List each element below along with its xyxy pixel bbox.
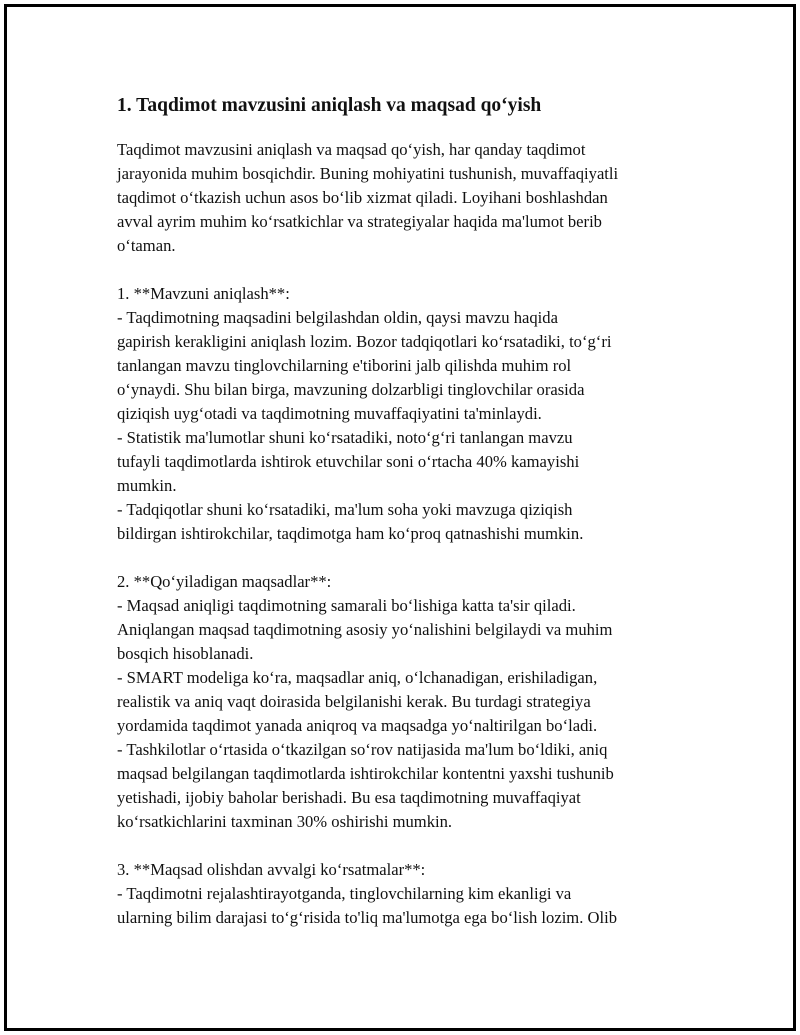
document-title: 1. Taqdimot mavzusini aniqlash va maqsad qo‘yish bbox=[117, 95, 542, 116]
section-2-item: - Maqsad aniqligi taqdimotning samarali bo‘lishiga katta ta'sir qiladi. Aniqlangan maqsad taqdimotning asosiy yo‘nalishini belgilaydi va muhim bosqich hisoblanadi. bbox=[117, 596, 613, 663]
intro-paragraph: Taqdimot mavzusini aniqlash va maqsad qo‘yish, har qanday taqdimot jarayonida muhim bosqichdir. Buning mohiyatini tushunish, muvaffaqiyatli taqdimot o‘tkazish uchun asos bo‘lib xizmat qiladi. Loyihani boshlashdan avval ayrim muhim ko‘rsatkichlar va strategiyalar haqida ma'lumot berib o‘taman. bbox=[117, 140, 619, 255]
document-body bbox=[117, 91, 697, 930]
section-2-item: - SMART modeliga ko‘ra, maqsadlar aniq, o‘lchanadigan, erishiladigan, realistik va aniq vaqt doirasida belgilanishi kerak. Bu turdagi strategiya yordamida taqdimot yanada aniqroq va maqsadga yo‘naltirilgan bo‘ladi. bbox=[117, 668, 598, 735]
paragraph-gap bbox=[117, 546, 697, 570]
section-1-heading: 1. **Mavzuni aniqlash**: bbox=[117, 284, 290, 303]
paragraph-gap bbox=[117, 258, 697, 282]
section-2-item: - Tashkilotlar o‘rtasida o‘tkazilgan so‘rov natijasida ma'lum bo‘ldiki, aniq maqsad belgilangan taqdimotlarda ishtirokchilar kontentni yaxshi tushunib yetishadi, ijobiy baholar berishadi. Bu esa taqdimotning muvaffaqiyat ko‘rsatkichlarini taxminan 30% oshirishi mumkin. bbox=[117, 740, 614, 831]
section-2-heading: 2. **Qo‘yiladigan maqsadlar**: bbox=[117, 572, 332, 591]
section-1-item: - Tadqiqotlar shuni ko‘rsatadiki, ma'lum soha yoki mavzuga qiziqish bildirgan ishtirokchilar, taqdimotga ham ko‘proq qatnashishi mumkin. bbox=[117, 500, 584, 543]
section-3-item: - Taqdimotni rejalashtirayotganda, tinglovchilarning kim ekanligi va ularning bilim darajasi to‘g‘risida to'liq ma'lumotga ega bo‘lish lozim. Olib bbox=[117, 884, 618, 927]
section-1-item: - Taqdimotning maqsadini belgilashdan oldin, qaysi mavzu haqida gapirish kerakligini aniqlash lozim. Bozor tadqiqotlari ko‘rsatadiki, to‘g‘ri tanlangan mavzu tinglovchilarning e'tiborini jalb qilishda muhim rol o‘ynaydi. Shu bilan birga, mavzuning dolzarbligi tinglovchilar orasida qiziqish uyg‘otadi va taqdimotning muvaffaqiyatini ta'minlaydi. bbox=[117, 308, 612, 423]
section-1-item: - Statistik ma'lumotlar shuni ko‘rsatadiki, noto‘g‘ri tanlangan mavzu tufayli taqdimotlarda ishtirok etuvchilar soni o‘rtacha 40% kamayishi mumkin. bbox=[117, 428, 580, 495]
paragraph-gap bbox=[117, 834, 697, 858]
section-3-heading: 3. **Maqsad olishdan avvalgi ko‘rsatmalar**: bbox=[117, 860, 426, 879]
